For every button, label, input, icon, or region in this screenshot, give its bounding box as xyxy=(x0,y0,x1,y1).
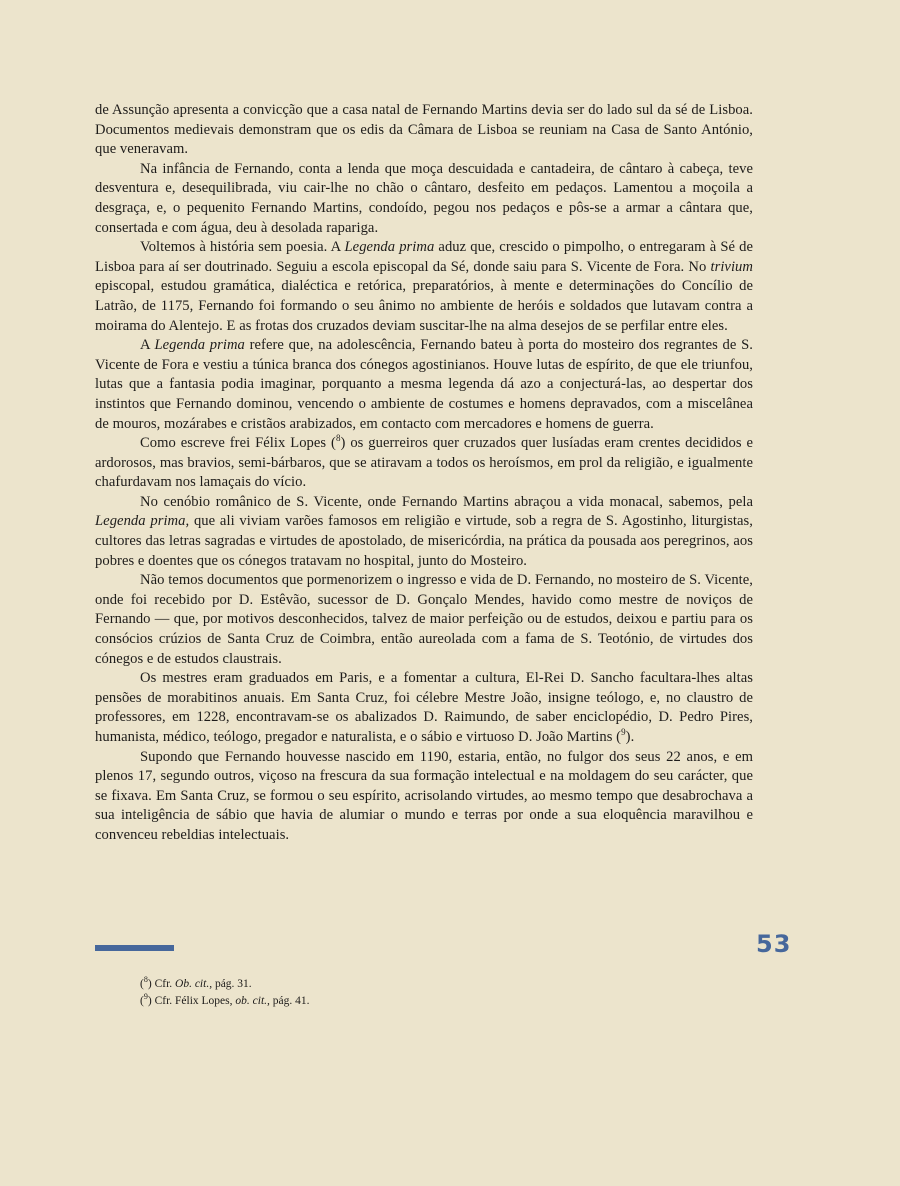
paragraph-6-text-a: No cenóbio românico de S. Vicente, onde Fernando Martins abraçou a vida monacal, sabemos, pela xyxy=(140,493,753,510)
paragraph-8-text-b: ). xyxy=(625,729,635,745)
footnote-page: pág. 31. xyxy=(212,978,252,990)
paragraph-3-text-b: aduz que, crescido o pimpolho, o entregaram à Sé de Lisboa para aí ser doutrinado. Seguiu a escola episcopal da Sé, donde saiu para S. Vicente de Fora. No xyxy=(95,239,753,275)
page-number: 53 xyxy=(756,930,792,958)
footnote-ref-9: 9 xyxy=(621,727,626,738)
footnote-citation: ob. cit., xyxy=(235,995,270,1007)
paragraph-8-text-a: Os mestres eram graduados em Paris, e a fomentar a cultura, El-Rei D. Sancho facultara-lhes altas pensões de morabitinos anuais. Em Santa Cruz, foi célebre Mestre João, insigne teólogo, e, no claustro de professores, em 1228, encontravam-se os abalizados D. Raimundo, de saber enciclopédio, D. Pedro Pires, humanista, médico, teólogo, pregador e naturalista, e o sábio e virtuoso D. João Martins ( xyxy=(95,670,753,745)
footnote-text: Cfr. Félix Lopes, xyxy=(154,995,236,1007)
paragraph-6 xyxy=(95,493,753,571)
paragraph-9: Supondo que Fernando houvesse nascido em 1190, estaria, então, no fulgor dos seus 22 anos, e em plenos 17, segundo outros, viçoso na frescura da sua formação intelectual e na moldagem do seu carácter, que se fixava. Em Santa Cruz, se formou o seu espírito, acrisolando virtudes, ao mesmo tempo que desabrochava a sua inteligência de sábio que havia de alumiar o mundo e terras por onde a sua eloquência maravilhou e convenceu rebeldias intelectuais. xyxy=(95,748,753,843)
footnote-number: 8 xyxy=(143,975,148,985)
decorative-rule xyxy=(95,945,174,951)
paragraph-4 xyxy=(95,336,753,434)
paragraph-3 xyxy=(95,238,753,336)
paragraph-3-text-c: episcopal, estudou gramática, dialéctica e retórica, preparatórios, à mente e determinações do Concílio de Latrão, de 1175, Fernando foi formando o seu ânimo no ambiente de heróis e soldados que lutavam contra a moirama do Alentejo. E as frotas dos cruzados deviam suscitar-lhe na alma desejos de se perfilar entre eles. xyxy=(95,278,753,334)
paragraph-5-text-a: Como escreve frei Félix Lopes ( xyxy=(140,435,336,452)
footnote-text: Cfr. xyxy=(154,978,176,990)
paragraph-7: Não temos documentos que pormenorizem o ingresso e vida de D. Fernando, no mosteiro de S. Vicente, onde foi recebido por D. Estêvão, sucessor de D. Gonçalo Mendes, havido como mestre de noviços de Fernando — que, por motivos desconhecidos, talvez de maior perfeição ou de estudos, deixou e partiu para os consócios crúzios de Santa Cruz de Coimbra, então aureolada com a fama de S. Teotónio, de virtudes dos cónegos e de estudos claustrais. xyxy=(95,572,753,667)
footnote-8: ($^8$) Cfr. Ob. cit., pág. 31. xyxy=(140,975,252,990)
paragraph-8 xyxy=(95,669,753,747)
paragraph-4-text-a: A xyxy=(140,337,155,354)
footnote-citation: Ob. cit., xyxy=(175,978,213,990)
footnote-ref-8: 8 xyxy=(335,433,341,444)
trivium-term: trivium xyxy=(710,258,753,275)
paragraph-4-text-b: refere que, na adolescência, Fernando bateu à porta do mosteiro dos regrantes de S. Vicente de Fora e vestiu a túnica branca dos cónegos agostinianos. Houve lutas de espírito, de que ele triunfou, lutas que a fantasia podia imaginar, porquanto a mesma legenda dá azo a conjecturá-las, ao despertar dos instintos que Fernando dominou, vencendo o ambiente de costumes e homens depravados, com a miscelânea de mouros, mozárabes e cristãos arabizados, em contacto com mercadores e homens de guerra. xyxy=(95,337,753,432)
paragraph-5-text-b: ) os guerreiros quer cruzados quer lusíadas eram crentes decididos e ardorosos, mas bravios, semi-bárbaros, que se atiravam a todos os heroísmos, em prol da religião, e igualmente chafurdavam nos lamaçais do vício. xyxy=(95,435,753,491)
legenda-prima-title: Legenda prima xyxy=(154,337,245,354)
legenda-prima-title: Legenda prima xyxy=(344,239,435,256)
paragraph-5 xyxy=(95,434,753,493)
paragraph-6-text-b: que ali viviam varões famosos em religião e virtude, sob a regra de S. Agostinho, liturgistas, cultores das letras sagradas e virtudes de apostolado, de misericórdia, na prática da pousada aos peregrinos, aos pobres e doentes que os cónegos tratavam no hospital, junto do Mosteiro. xyxy=(95,513,753,569)
legenda-prima-title: Legenda prima, xyxy=(95,513,190,530)
paragraph-1: de Assunção apresenta a convicção que a casa natal de Fernando Martins devia ser do lado sul da sé de Lisboa. Documentos medievais demonstram que os edis da Câmara de Lisboa se reuniam na Casa de Santo António, que veneravam. xyxy=(95,102,753,158)
body-text xyxy=(95,101,753,846)
footnote-number: 9 xyxy=(143,992,148,1002)
footnote-9: ($^9$) Cfr. Félix Lopes, ob. cit., pág. 41. xyxy=(140,992,310,1007)
paragraph-2: Na infância de Fernando, conta a lenda que moça descuidada e cantadeira, de cântaro à cabeça, teve desventura e, desequilibrada, viu cair-lhe no chão o cântaro, desfeito em pedaços. Lamentou a moçoila a desgraça, e, o pequenito Fernando Martins, condoído, pegou nos pedaços e pôs-se a armar a cântara que, consertada e com água, deu à desolada rapariga. xyxy=(95,160,753,236)
paragraph-3-text-a: Voltemos à história sem poesia. A xyxy=(140,239,345,256)
footnotes xyxy=(140,976,310,1010)
footnote-page: pág. 41. xyxy=(269,995,310,1007)
